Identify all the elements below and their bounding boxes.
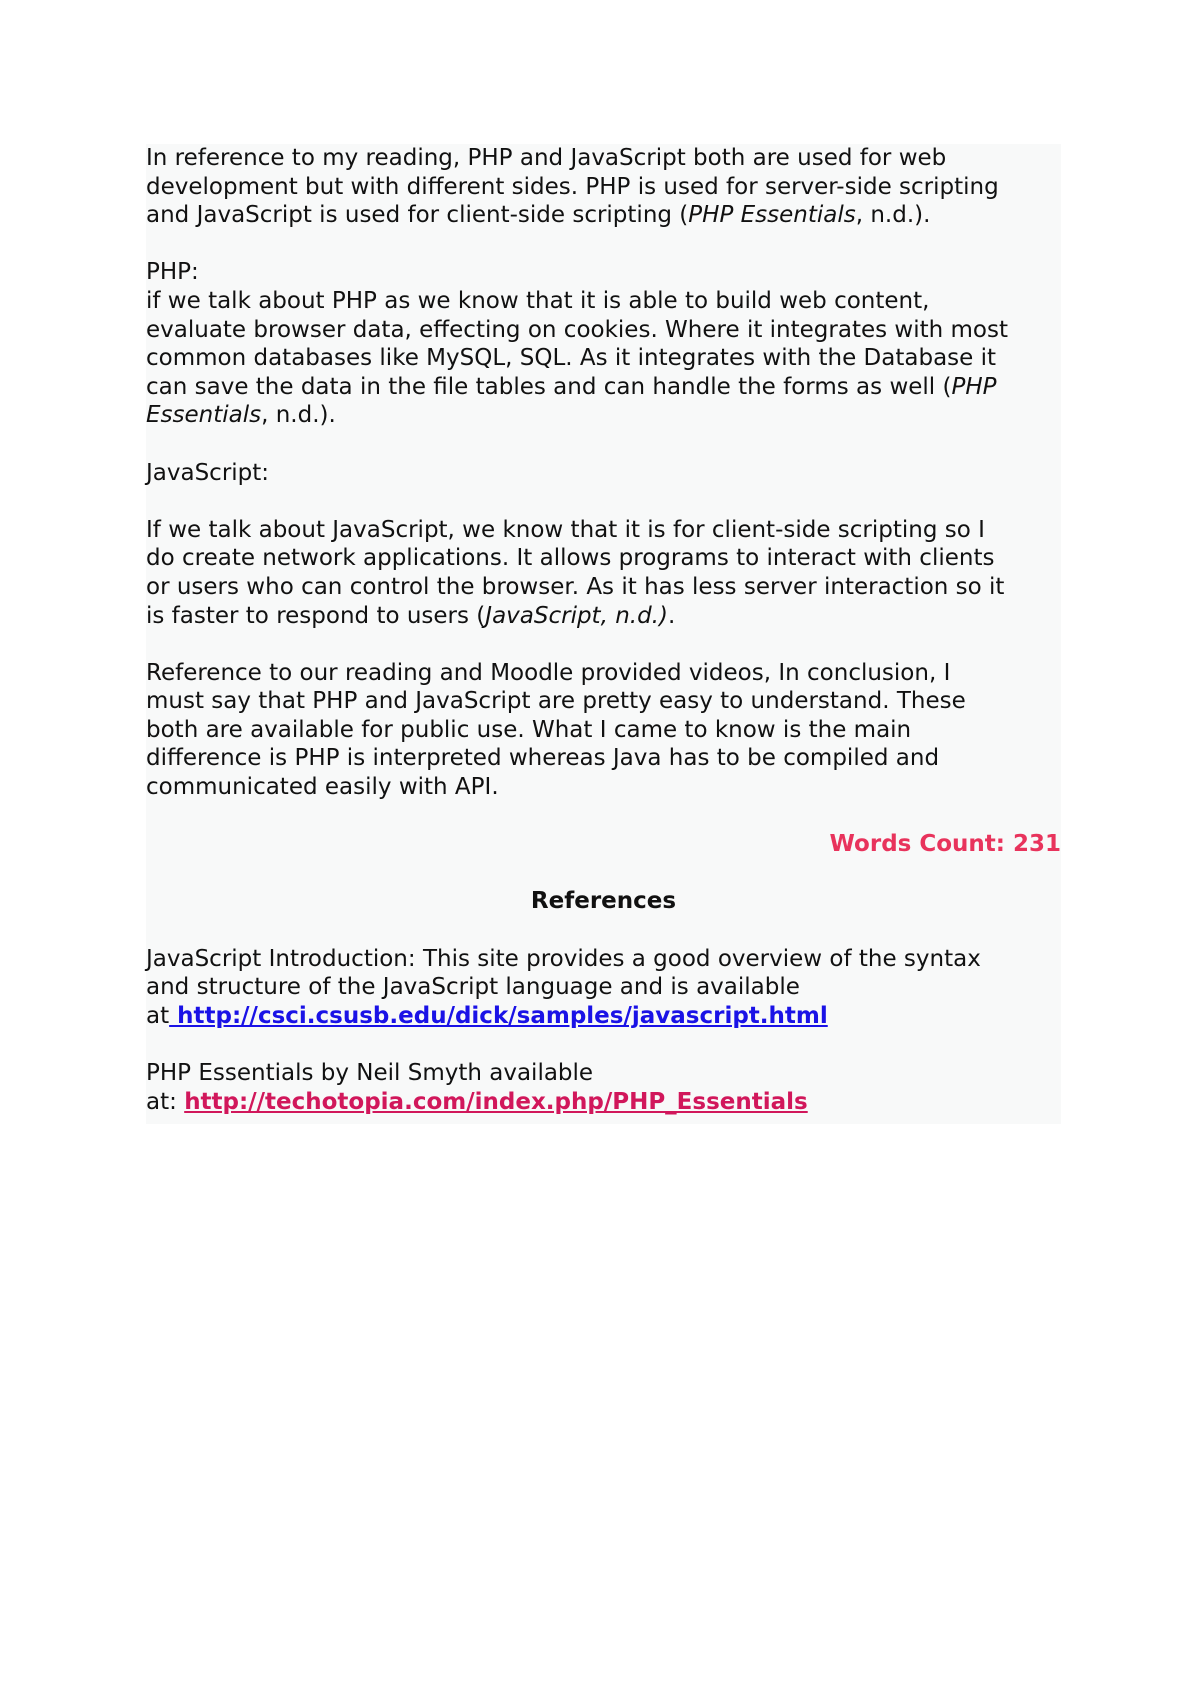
citation-php: PHP: [951, 373, 997, 400]
reference-1-at-label: at: [146, 1002, 170, 1029]
conclusion-line-4: difference is PHP is interpreted whereas Java has to be compiled and: [146, 745, 940, 772]
intro-line-3-suffix: , n.d.).: [855, 202, 931, 229]
javascript-heading: JavaScript:: [146, 459, 270, 486]
intro-paragraph: [146, 144, 1061, 230]
js-line-4: [146, 602, 1061, 631]
reference-1-line-2: and structure of the JavaScript language and is available: [146, 974, 800, 1001]
javascript-section: [146, 459, 1061, 631]
document-body: [146, 144, 1061, 1124]
php-heading: PHP:: [146, 259, 199, 286]
javascript-reference-link[interactable]: http://csci.csusb.edu/dick/samples/javascript.html: [169, 1002, 828, 1029]
conclusion-line-1: Reference to our reading and Moodle provided videos, In conclusion, I: [146, 659, 951, 686]
js-line-4-suffix: .: [667, 602, 676, 629]
php-section: [146, 258, 1061, 430]
intro-line-2: development but with different sides. PHP is used for server-side scripting: [146, 173, 999, 200]
php-line-5-suffix: , n.d.).: [261, 402, 336, 429]
reference-1-line-1: JavaScript Introduction: This site provides a good overview of the syntax: [146, 945, 981, 972]
conclusion-line-5: communicated easily with API.: [146, 774, 499, 801]
reference-php: [146, 1059, 1061, 1116]
js-line-3: or users who can control the browser. As it has less server interaction so it: [146, 573, 1005, 600]
words-count: Words Count: 231: [829, 831, 1061, 858]
citation-essentials: Essentials: [146, 402, 262, 429]
reference-1-line-3: [146, 1002, 1061, 1031]
conclusion-paragraph: [146, 659, 1061, 802]
intro-line-3-text: and JavaScript is used for client-side scripting (: [146, 202, 689, 229]
js-line-1: If we talk about JavaScript, we know that it is for client-side scripting so I: [146, 516, 985, 543]
php-line-3: common databases like MySQL, SQL. As it integrates with the Database it: [146, 345, 997, 372]
conclusion-line-2: must say that PHP and JavaScript are pretty easy to understand. These: [146, 688, 966, 715]
reference-javascript: [146, 945, 1061, 1031]
php-line-2: evaluate browser data, effecting on cookies. Where it integrates with most: [146, 316, 1008, 343]
intro-line-1: In reference to my reading, PHP and JavaScript both are used for web: [146, 145, 947, 171]
citation-javascript: JavaScript, n.d.): [485, 602, 668, 629]
reference-2-line-1: PHP Essentials by Neil Smyth available: [146, 1060, 594, 1086]
citation-php-essentials: PHP Essentials: [688, 202, 856, 229]
js-line-4-text: is faster to respond to users (: [146, 602, 486, 629]
php-reference-link[interactable]: http://techotopia.com/index.php/PHP_Essentials: [184, 1088, 808, 1115]
conclusion-line-3: both are available for public use. What I came to know is the main: [146, 716, 912, 743]
php-line-4: [146, 373, 1061, 402]
references-heading: References: [530, 888, 677, 915]
reference-2-at-label: at:: [146, 1088, 185, 1115]
intro-line-3: [146, 201, 1061, 230]
php-line-5: [146, 401, 1061, 430]
php-line-1: if we talk about PHP as we know that it is able to build web content,: [146, 287, 930, 314]
js-line-2: do create network applications. It allows programs to interact with clients: [146, 545, 995, 572]
reference-2-line-2: [146, 1088, 1061, 1117]
php-line-4-text: can save the data in the file tables and can handle the forms as well (: [146, 373, 952, 400]
